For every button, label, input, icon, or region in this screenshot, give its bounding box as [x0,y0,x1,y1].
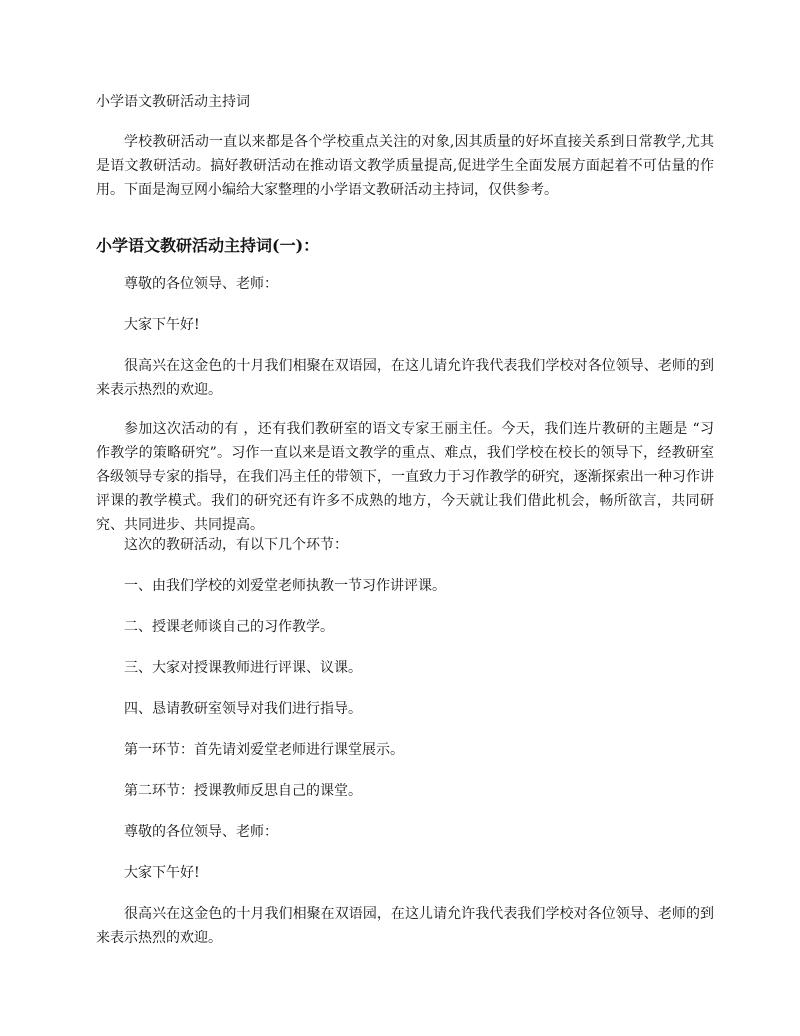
paragraph-welcome: 很高兴在这金色的十月我们相聚在双语园，在这儿请允许我代表我们学校对各位领导、老师的到来表示热烈的欢迎。 [96,358,714,398]
paragraph-welcome-repeat: 很高兴在这金色的十月我们相聚在双语园，在这儿请允许我代表我们学校对各位领导、老师的到来表示热烈的欢迎。 [96,906,714,946]
paragraph-step-2: 第二环节：授课教师反思自己的课堂。 [124,783,362,799]
intro-paragraph: 学校教研活动一直以来都是各个学校重点关注的对象,因其质量的好坏直接关系到日常教学,尤其是语文教研活动。搞好教研活动在推动语文教学质量提高,促进学生全面发展方面起着不可估量的作用。下面是淘豆网小编给大家整理的小学语文教研活动主持词，仅供参考。 [96,134,714,198]
paragraph-agenda-intro: 这次的教研活动，有以下几个环节： [124,537,348,553]
paragraph-good-afternoon: 大家下午好! [124,317,200,333]
section-heading: 小学语文教研活动主持词(一)： [96,236,320,255]
paragraph-theme: 参加这次活动的有 ，还有我们教研室的语文专家王丽主任。今天，我们连片教研的主题是 “习作教学的策略研究”。习作一直以来是语文教学的重点、难点，我们学校在校长的领导下，经教研室各级领导专家的指导，在我们冯主任的带领下，一直致力于习作教学的研究，逐渐探索出一种习作讲评课的教学模式。我们的研究还有许多不成熟的地方，今天就让我们借此机会，畅所欲言，共同研究、共同进步、共同提高。 [96,421,714,533]
paragraph-greeting: 尊敬的各位领导、老师： [124,276,278,292]
paragraph-greeting-repeat: 尊敬的各位领导、老师： [124,824,278,840]
paragraph-agenda-item-2: 二、授课老师谈自己的习作教学。 [124,619,334,635]
paragraph-agenda-item-1: 一、由我们学校的刘爱堂老师执教一节习作讲评课。 [124,578,446,594]
paragraph-good-afternoon-repeat: 大家下午好! [124,865,200,881]
paragraph-agenda-item-3: 三、大家对授课教师进行评课、议课。 [124,660,362,676]
paragraph-agenda-item-4: 四、恳请教研室领导对我们进行指导。 [124,701,362,717]
document-title: 小学语文教研活动主持词 [96,94,250,110]
paragraph-step-1: 第一环节：首先请刘爱堂老师进行课堂展示。 [124,742,404,758]
